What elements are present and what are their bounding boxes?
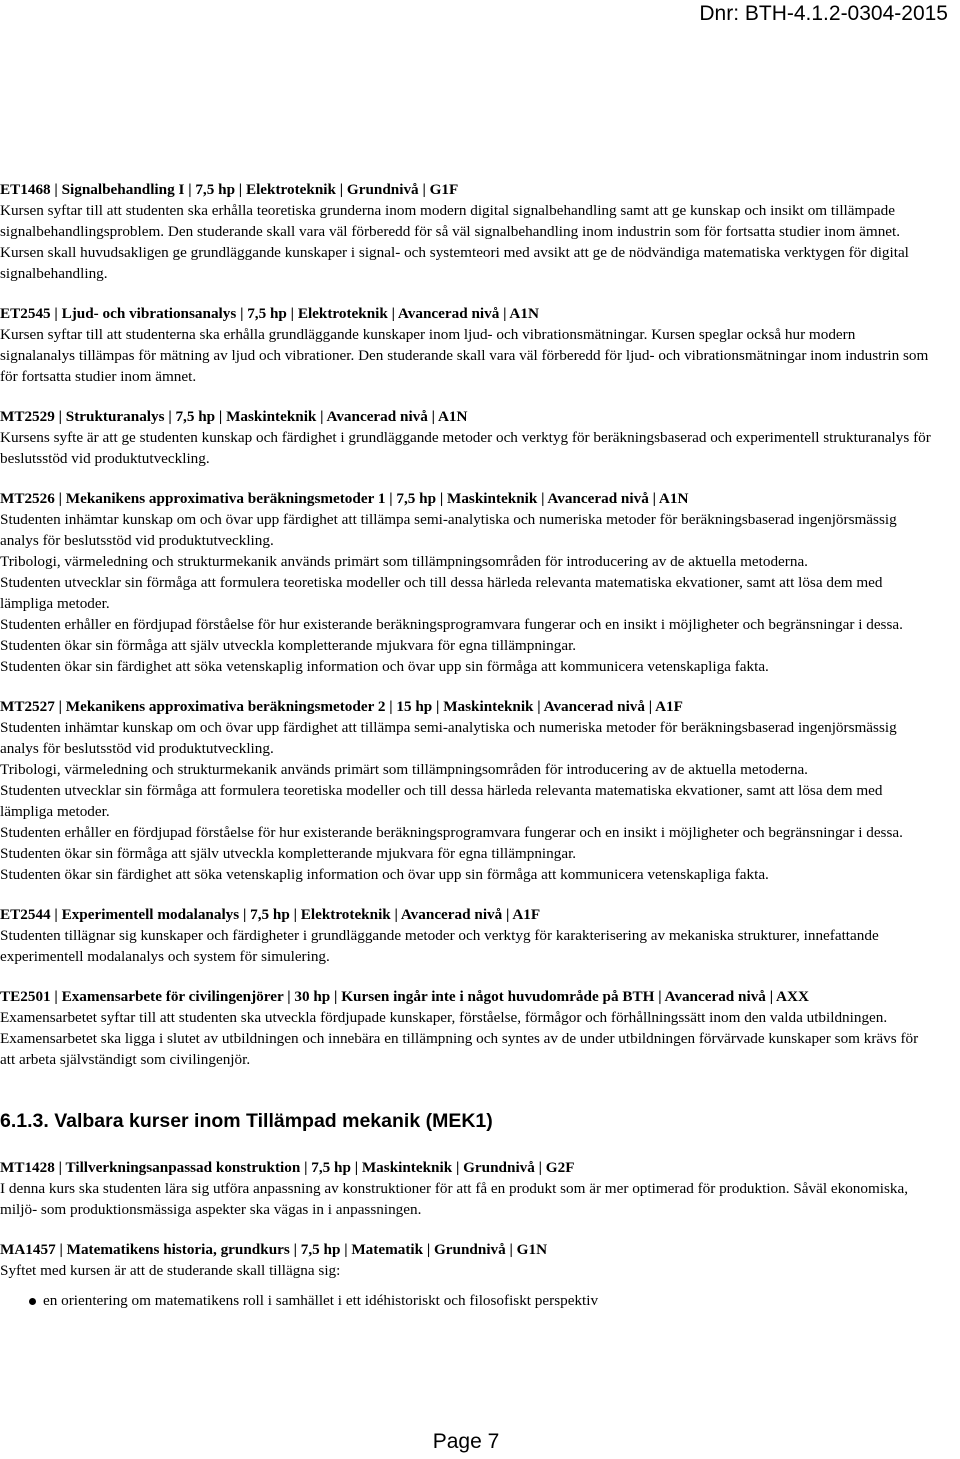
course-paragraph: Kursen syftar till att studenten ska erhålla teoretiska grunderna inom modern digital signalbehandling samt att ge kunskap och insikt om tillämpade signalbehandlingsproblem. Den studerande skall vara väl förberedd för så väl signalbehandling inom industrin som för fortsatta studier inom ämnet. Kursen skall huvudsakligen ge grundläggande kunskaper i signal- och systemteori med avsikt att ge de nödvändiga matematiska verktygen för digital signalbehandling. xyxy=(0,202,909,282)
section-heading: 6.1.3. Valbara kurser inom Tillämpad mekanik (MEK1) xyxy=(0,1110,493,1132)
course-block xyxy=(0,179,932,284)
course-title: ET2545 | Ljud- och vibrationsanalys | 7,5 hp | Elektroteknik | Avancerad nivå | A1N xyxy=(0,305,539,322)
page-number: Page 7 xyxy=(432,1430,500,1453)
course-description xyxy=(0,717,932,885)
course-paragraph: Studenten erhåller en fördjupad förståelse för hur existerande beräkningsprogramvara fungerar och en insikt i möjligheter och begränsningar i dessa. Studenten ökar sin förmåga att själv utveckla kompletterande mjukvara för egna tillämpningar. xyxy=(0,824,903,862)
course-title: ET2544 | Experimentell modalanalys | 7,5 hp | Elektroteknik | Avancerad nivå | A1F xyxy=(0,906,541,923)
course-paragraph: Tribologi, värmeledning och strukturmekanik används primärt som tillämpningsområden för introducering av de aktuella metoderna. xyxy=(0,553,808,570)
course-paragraph: Studenten utvecklar sin förmåga att formulera teoretiska modeller och till dessa härleda relevanta matematiska ekvationer, samt att lösa dem med lämpliga metoder. xyxy=(0,574,883,612)
course-paragraph: Studenten inhämtar kunskap om och övar upp färdighet att tillämpa semi-analytiska och numeriska metoder för beräkningsbaserad ingenjörsmässig analys för beslutsstöd vid produktutveckling. xyxy=(0,511,897,549)
course-description xyxy=(0,200,932,284)
document-number: Dnr: BTH-4.1.2-0304-2015 xyxy=(699,2,948,25)
course-paragraph: Studenten erhåller en fördjupad förståelse för hur existerande beräkningsprogramvara fungerar och en insikt i möjligheter och begränsningar i dessa. Studenten ökar sin förmåga att själv utveckla kompletterande mjukvara för egna tillämpningar. xyxy=(0,616,903,654)
course-description xyxy=(0,509,932,677)
course-paragraph: Kursens syfte är att ge studenten kunskap och färdighet i grundläggande metoder och verktyg för beräkningsbaserad och experimentell strukturanalys för beslutsstöd vid produktutveckling. xyxy=(0,429,931,467)
course-description xyxy=(0,427,932,469)
course-description xyxy=(0,324,932,387)
course-title: MA1457 | Matematikens historia, grundkurs | 7,5 hp | Matematik | Grundnivå | G1N xyxy=(0,1241,548,1258)
course-block xyxy=(0,1157,932,1220)
course-block xyxy=(0,696,932,885)
course-title: TE2501 | Examensarbete för civilingenjörer | 30 hp | Kursen ingår inte i något huvudområde på BTH | Avancerad nivå | AXX xyxy=(0,988,809,1005)
course-description xyxy=(0,925,932,967)
course-title: MT2526 | Mekanikens approximativa beräkningsmetoder 1 | 7,5 hp | Maskinteknik | Avancerad nivå | A1N xyxy=(0,490,689,507)
document-content xyxy=(0,179,932,1330)
course-block xyxy=(0,904,932,967)
course-paragraph: Kursen syftar till att studenterna ska erhålla grundläggande kunskaper inom ljud- och vibrationsmätningar. Kursen speglar också hur modern signalanalys tillämpas för mätning av ljud och vibrationer. Den studerande skall vara väl förberedd för ljud- och vibrationsmätningar inom industrin som för fortsatta studier inom ämnet. xyxy=(0,326,929,385)
course-title: MT2527 | Mekanikens approximativa beräkningsmetoder 2 | 15 hp | Maskinteknik | Avancerad nivå | A1F xyxy=(0,698,683,715)
course-paragraph: I denna kurs ska studenten lära sig utföra anpassning av konstruktioner för att få en produkt som är mer optimerad för produktion. Såväl ekonomiska, miljö- som produktionsmässiga aspekter ska vägas in i anpassningen. xyxy=(0,1180,909,1218)
course-block xyxy=(0,406,932,469)
course-paragraph: Studenten ökar sin färdighet att söka vetenskaplig information och övar upp sin förmåga att kommunicera vetenskapliga fakta. xyxy=(0,658,769,675)
course-list xyxy=(0,179,932,1070)
course-paragraph: Studenten tillägnar sig kunskaper och färdigheter i grundläggande metoder och verktyg för karakterisering av mekaniska strukturer, innefattande experimentell modalanalys och system för simulering. xyxy=(0,927,879,965)
course-title: MT2529 | Strukturanalys | 7,5 hp | Maskinteknik | Avancerad nivå | A1N xyxy=(0,408,468,425)
course-paragraph: Studenten utvecklar sin förmåga att formulera teoretiska modeller och till dessa härleda relevanta matematiska ekvationer, samt att lösa dem med lämpliga metoder. xyxy=(0,782,883,820)
course-block xyxy=(0,303,932,387)
course-description xyxy=(0,1007,932,1070)
course-paragraph: Syftet med kursen är att de studerande skall tillägna sig: xyxy=(0,1262,341,1279)
course-title: ET1468 | Signalbehandling I | 7,5 hp | Elektroteknik | Grundnivå | G1F xyxy=(0,181,459,198)
course-description xyxy=(0,1178,932,1220)
course-paragraph: Studenten ökar sin färdighet att söka vetenskaplig information och övar upp sin förmåga att kommunicera vetenskapliga fakta. xyxy=(0,866,769,883)
course-title: MT1428 | Tillverkningsanpassad konstruktion | 7,5 hp | Maskinteknik | Grundnivå | G2F xyxy=(0,1159,575,1176)
bullet-item: en orientering om matematikens roll i samhället i ett idéhistoriskt och filosofiskt perspektiv xyxy=(25,1290,932,1311)
bullet-list xyxy=(0,1290,932,1311)
course-paragraph: Examensarbetet syftar till att studenten ska utveckla fördjupade kunskaper, förståelse, förmågor och förhållningssätt inom den valda utbildningen. Examensarbetet ska ligga i slutet av utbildningen och innebära en tillämpning och syntes av de under utbildningen förvärvade kunskaper som krävs för att arbeta självständigt som civilingenjör. xyxy=(0,1009,919,1068)
course-block xyxy=(0,1239,932,1311)
section-course-list xyxy=(0,1157,932,1311)
course-block xyxy=(0,488,932,677)
course-description xyxy=(0,1260,932,1281)
course-paragraph: Tribologi, värmeledning och strukturmekanik används primärt som tillämpningsområden för introducering av de aktuella metoderna. xyxy=(0,761,808,778)
course-block xyxy=(0,986,932,1070)
course-paragraph: Studenten inhämtar kunskap om och övar upp färdighet att tillämpa semi-analytiska och numeriska metoder för beräkningsbaserad ingenjörsmässig analys för beslutsstöd vid produktutveckling. xyxy=(0,719,897,757)
